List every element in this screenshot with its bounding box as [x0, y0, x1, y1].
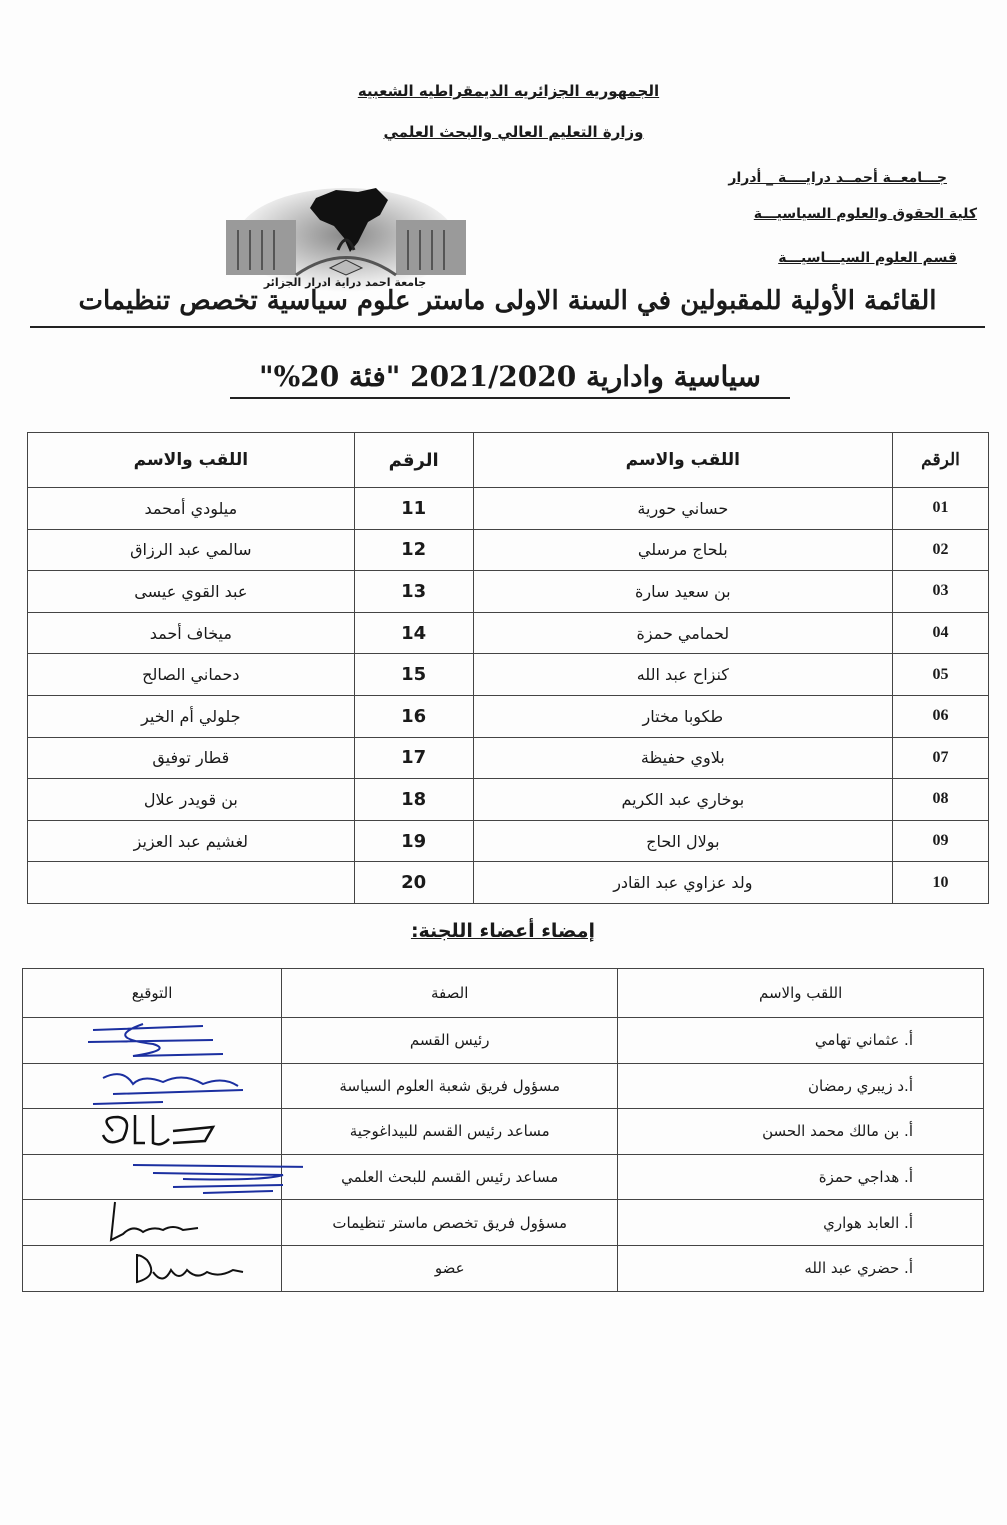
row-num: 17	[354, 737, 473, 779]
student-name: عبد القوي عيسى	[28, 571, 355, 613]
row-num: 14	[354, 612, 473, 654]
col-header-num-2: الرقم	[354, 433, 473, 488]
signature-cell	[23, 1154, 282, 1200]
row-num: 16	[354, 695, 473, 737]
ministry-header: وزارة التعليم العالي والبحث العلمي	[383, 123, 644, 141]
member-role: مسؤول فريق شعبة العلوم السياسة	[282, 1063, 618, 1109]
handwritten-signature	[23, 1018, 303, 1062]
table-row	[28, 737, 989, 779]
member-name: أ. العابد هواري	[618, 1200, 984, 1246]
handwritten-signature	[23, 1064, 303, 1108]
signature-cell	[23, 1200, 282, 1246]
row-num: 06	[893, 695, 989, 737]
student-name: بولال الحاج	[473, 820, 893, 862]
handwritten-signature	[23, 1155, 303, 1199]
student-name: لغشيم عبد العزيز	[28, 820, 355, 862]
row-num: 11	[354, 488, 473, 530]
table-row	[23, 1245, 984, 1291]
col-header-num: الرقم	[893, 433, 989, 488]
student-name: طكوبا مختار	[473, 695, 893, 737]
row-num: 07	[893, 737, 989, 779]
handwritten-signature	[23, 1200, 303, 1244]
student-name: جلولي أم الخير	[28, 695, 355, 737]
student-name	[28, 862, 355, 904]
col-header-name: اللقب والاسم	[473, 433, 893, 488]
student-name: بن سعيد سارة	[473, 571, 893, 613]
table-row	[28, 654, 989, 696]
table-row	[23, 1018, 984, 1064]
student-name: بوخاري عبد الكريم	[473, 779, 893, 821]
handwritten-signature	[23, 1246, 303, 1290]
row-num: 01	[893, 488, 989, 530]
student-name: ميخاف أحمد	[28, 612, 355, 654]
student-name: حساني حورية	[473, 488, 893, 530]
committee-title: إمضاء أعضاء اللجنة:	[410, 920, 596, 942]
row-num: 04	[893, 612, 989, 654]
student-name: بن قويدر علال	[28, 779, 355, 821]
committee-table	[22, 968, 984, 1292]
row-num: 13	[354, 571, 473, 613]
student-name: لحمامي حمزة	[473, 612, 893, 654]
table-row	[28, 488, 989, 530]
col-header-signature: التوقيع	[23, 969, 282, 1018]
document-subtitle: سياسية وادارية 2021/2020 "فئة 20%"	[230, 360, 790, 399]
table-row	[28, 529, 989, 571]
row-num: 03	[893, 571, 989, 613]
student-name: سالمي عبد الرزاق	[28, 529, 355, 571]
student-name: دحماني الصالح	[28, 654, 355, 696]
republic-header: الجمهوريه الجزائريه الديمقراطيه الشعبيه	[357, 82, 660, 100]
student-name: بلاوي حفيظة	[473, 737, 893, 779]
student-name: ولد عزاوي عبد القادر	[473, 862, 893, 904]
table-row	[28, 779, 989, 821]
row-num: 10	[893, 862, 989, 904]
member-role: مساعد رئيس القسم للبحث العلمي	[282, 1154, 618, 1200]
member-role: عضو	[282, 1245, 618, 1291]
member-name: أ. بن مالك محمد الحسن	[618, 1109, 984, 1155]
table-row	[28, 612, 989, 654]
row-num: 18	[354, 779, 473, 821]
member-role: مسؤول فريق تخصص ماستر تنظيمات	[282, 1200, 618, 1246]
signature-cell	[23, 1109, 282, 1155]
col-header-name-2: اللقب والاسم	[28, 433, 355, 488]
row-num: 09	[893, 820, 989, 862]
signature-cell	[23, 1245, 282, 1291]
table-row	[28, 820, 989, 862]
university-header: جـــامعــة أحمــد درايــــة _ أدرار	[728, 170, 947, 186]
table-row	[28, 695, 989, 737]
department-header: قسم العلوم السيـــاسيـــة	[778, 250, 957, 266]
table-row	[28, 571, 989, 613]
row-num: 08	[893, 779, 989, 821]
table-row	[28, 862, 989, 904]
member-name: أ.د زيبري رمضان	[618, 1063, 984, 1109]
faculty-header: كلية الحقوق والعلوم السياسيـــة	[753, 206, 977, 222]
row-num: 15	[354, 654, 473, 696]
table-row	[23, 1154, 984, 1200]
signature-cell	[23, 1018, 282, 1064]
table-row	[23, 1063, 984, 1109]
table-row	[23, 1109, 984, 1155]
document-title: القائمة الأولية للمقبولين في السنة الاولى ماستر علوم سياسية تخصص تنظيمات	[30, 286, 985, 328]
row-num: 20	[354, 862, 473, 904]
handwritten-signature	[23, 1109, 303, 1153]
student-name: بلحاج مرسلي	[473, 529, 893, 571]
logo-caption: جامعة احمد دراية ادرار الجزائر	[263, 276, 427, 289]
member-name: أ. هداجي حمزة	[618, 1154, 984, 1200]
col-header-role: الصفة	[282, 969, 618, 1018]
row-num: 05	[893, 654, 989, 696]
table-row	[23, 1200, 984, 1246]
table-header-row	[28, 433, 989, 488]
signature-cell	[23, 1063, 282, 1109]
table-header-row	[23, 969, 984, 1018]
col-header-name: اللقب والاسم	[618, 969, 984, 1018]
student-name: كنزاح عبد الله	[473, 654, 893, 696]
member-name: أ. عثماني تهامي	[618, 1018, 984, 1064]
member-name: أ. حضري عبد الله	[618, 1245, 984, 1291]
member-role: رئيس القسم	[282, 1018, 618, 1064]
row-num: 19	[354, 820, 473, 862]
admitted-students-table	[27, 432, 989, 904]
student-name: ميلودي أمحمد	[28, 488, 355, 530]
member-role: مساعد رئيس القسم للبيداغوجية	[282, 1109, 618, 1155]
student-name: قطار توفيق	[28, 737, 355, 779]
row-num: 02	[893, 529, 989, 571]
row-num: 12	[354, 529, 473, 571]
